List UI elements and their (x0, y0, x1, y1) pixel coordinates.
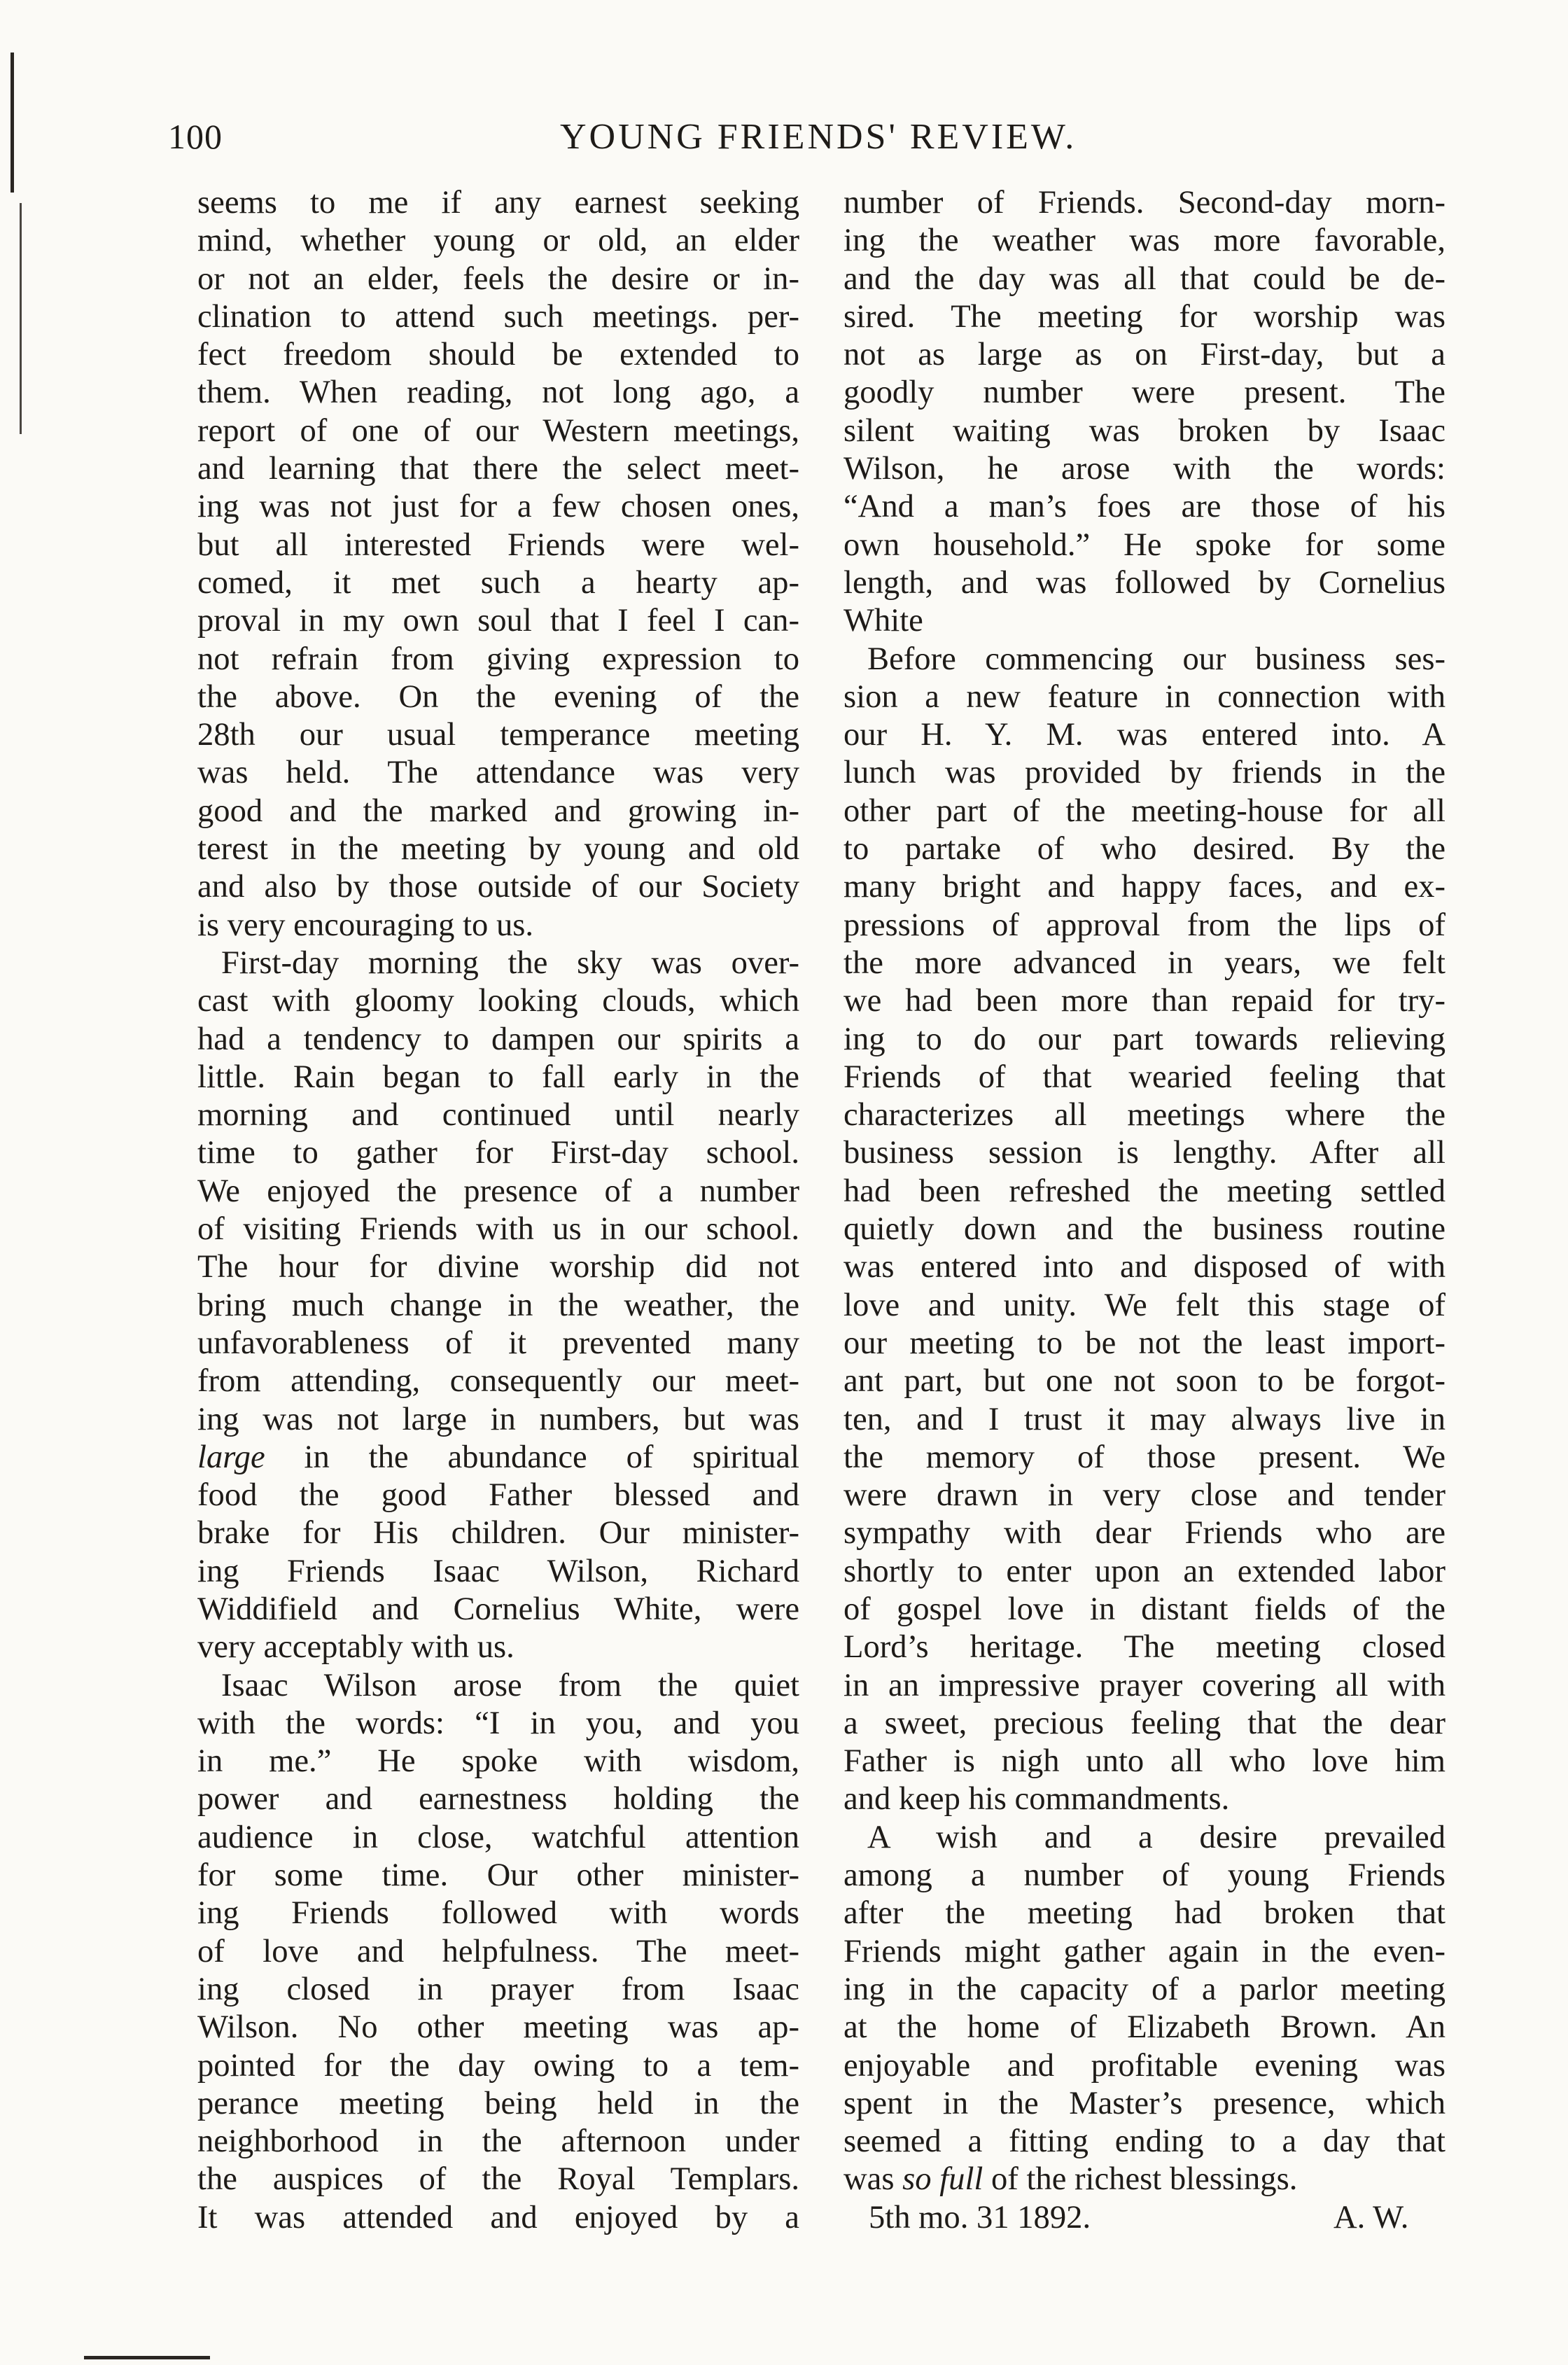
signoff-date: 5th mo. 31 1892. (869, 2198, 1091, 2235)
text-line: ing to do our part towards relieving (844, 1020, 1446, 1057)
right-column (844, 183, 1446, 2236)
text-line: First-day morning the sky was over- (221, 944, 799, 981)
text-line: mind, whether young or old, an elder (197, 222, 799, 259)
text-line: food the good Father blessed and (197, 1477, 799, 1514)
text-line: cast with gloomy looking clouds, which (197, 982, 799, 1019)
text-line: proval in my own soul that I feel I can- (197, 602, 799, 639)
text-line: pointed for the day owing to a tem- (197, 2046, 799, 2084)
text-line: our meeting to be not the least import- (844, 1324, 1446, 1361)
text-line: time to gather for First-day school. (197, 1134, 799, 1171)
text-line: little. Rain began to fall early in the (197, 1058, 799, 1095)
text-line: power and earnestness holding the (197, 1780, 799, 1818)
text-line: characterizes all meetings where the (844, 1096, 1446, 1133)
text-line: of gospel love in distant fields of the (844, 1590, 1446, 1627)
text-line: and also by those outside of our Society (197, 868, 799, 905)
text-line: the above. On the evening of the (197, 678, 799, 715)
text-line: 28th our usual temperance meeting (197, 716, 799, 753)
text-line: bring much change in the weather, the (197, 1286, 799, 1323)
text-line: had been refreshed the meeting settled (844, 1172, 1446, 1209)
text-line: report of one of our Western meetings, (197, 412, 799, 449)
text-line: ing was not large in numbers, but was (197, 1400, 799, 1437)
text-line: among a number of young Friends (844, 1857, 1446, 1894)
text-line: them. When reading, not long ago, a (197, 374, 799, 411)
text-line: neighborhood in the afternoon under (197, 2123, 799, 2160)
text-line: Widdifield and Cornelius White, were (197, 1590, 799, 1627)
text-line: comed, it met such a hearty ap- (197, 564, 799, 601)
text-line: and learning that there the select meet- (197, 450, 799, 487)
page-number: 100 (168, 117, 223, 156)
text-line: goodly number were present. The (844, 374, 1446, 411)
text-line: Isaac Wilson arose from the quiet (221, 1666, 799, 1703)
text-line: ten, and I trust it may always live in (844, 1400, 1446, 1437)
text-line: we had been more than repaid for try- (844, 982, 1446, 1019)
text-line: many bright and happy faces, and ex- (844, 868, 1446, 905)
emphasis: large (197, 1438, 265, 1475)
text-line: love and unity. We felt this stage of (844, 1286, 1446, 1323)
bottom-rule (84, 2356, 210, 2359)
text-line: our H. Y. M. was entered into. A (844, 716, 1446, 753)
text-line: in me.” He spoke with wisdom, (197, 1743, 799, 1780)
text-line: ing the weather was more favorable, (844, 222, 1446, 259)
text-line: and the day was all that could be de- (844, 260, 1446, 297)
signoff (844, 2198, 1446, 2236)
text-line: of visiting Friends with us in our school. (197, 1211, 799, 1248)
text-line: ing closed in prayer from Isaac (197, 1970, 799, 2007)
text-line: quietly down and the business routine (844, 1211, 1446, 1248)
text-line: was entered into and disposed of with (844, 1248, 1446, 1285)
text-line: seemed a fitting ending to a day that (844, 2123, 1446, 2160)
text-line: business session is lengthy. After all (844, 1134, 1446, 1171)
text-line: silent waiting was broken by Isaac (844, 412, 1446, 449)
text-line: unfavorableness of it prevented many (197, 1324, 799, 1361)
text-line: not as large as on First-day, but a (844, 336, 1446, 373)
text-line: Friends of that wearied feeling that (844, 1058, 1446, 1095)
running-title: YOUNG FRIENDS' REVIEW. (560, 117, 1077, 157)
text-line: perance meeting being held in the (197, 2084, 799, 2121)
text-line: “And a man’s foes are those of his (844, 488, 1446, 525)
text-line: own household.” He spoke for some (844, 526, 1446, 563)
text-line: had a tendency to dampen our spirits a (197, 1020, 799, 1057)
text-line: other part of the meeting-house for all (844, 792, 1446, 829)
text-line: shortly to enter upon an extended labor (844, 1552, 1446, 1589)
text-line: spent in the Master’s presence, which (844, 2084, 1446, 2121)
text-line: Friends might gather again in the even- (844, 1932, 1446, 1969)
text-line: sired. The meeting for worship was (844, 298, 1446, 335)
text-line: ing Friends Isaac Wilson, Richard (197, 1552, 799, 1589)
text-line: large in the abundance of spiritual (197, 1438, 799, 1475)
page-header (168, 116, 1449, 172)
text-line: length, and was followed by Cornelius (844, 564, 1446, 601)
text-line: to partake of who desired. By the (844, 830, 1446, 867)
text-line: after the meeting had broken that (844, 1895, 1446, 1932)
text-line: from attending, consequently our meet- (197, 1362, 799, 1400)
text-line: ing Friends followed with words (197, 1895, 799, 1932)
text-line: or not an elder, feels the desire or in- (197, 260, 799, 297)
margin-mark (10, 53, 14, 193)
text-line: morning and continued until nearly (197, 1096, 799, 1133)
text-line: a sweet, precious feeling that the dear (844, 1704, 1446, 1741)
text-line: sympathy with dear Friends who are (844, 1514, 1446, 1551)
text-line: good and the marked and growing in- (197, 792, 799, 829)
text-line: pressions of approval from the lips of (844, 906, 1446, 943)
text-line: the memory of those present. We (844, 1438, 1446, 1475)
text-line: number of Friends. Second-day morn- (844, 184, 1446, 221)
text-line: The hour for divine worship did not (197, 1248, 799, 1285)
text-line: We enjoyed the presence of a number (197, 1172, 799, 1209)
text-line: for some time. Our other minister- (197, 1857, 799, 1894)
text-line: were drawn in very close and tender (844, 1477, 1446, 1514)
text-line: of love and helpfulness. The meet- (197, 1932, 799, 1969)
text-line: is very encouraging to us. (197, 906, 534, 943)
text-line: at the home of Elizabeth Brown. An (844, 2009, 1446, 2046)
emphasis: so full (902, 2161, 983, 2198)
text-line: and keep his commandments. (844, 1780, 1230, 1818)
text-line: A wish and a desire prevailed (867, 1818, 1446, 1855)
text-line: fect freedom should be extended to (197, 336, 799, 373)
text-line: with the words: “I in you, and you (197, 1704, 799, 1741)
text-line: It was attended and enjoyed by a (197, 2198, 799, 2235)
margin-mark (20, 203, 22, 434)
text-line: the more advanced in years, we felt (844, 944, 1446, 981)
text-line: was held. The attendance was very (197, 754, 799, 791)
text-line: Lord’s heritage. The meeting closed (844, 1628, 1446, 1666)
text-line: Father is nigh unto all who love him (844, 1743, 1446, 1780)
text-line: Wilson, he arose with the words: (844, 450, 1446, 487)
text-line: ing in the capacity of a parlor meeting (844, 1970, 1446, 2007)
text-line: Before commencing our business ses- (867, 640, 1446, 677)
text-line: White (844, 602, 923, 639)
text-line: sion a new feature in connection with (844, 678, 1446, 715)
text-line: ing was not just for a few chosen ones, (197, 488, 799, 525)
text-line: but all interested Friends were wel- (197, 526, 799, 563)
text-line: audience in close, watchful attention (197, 1818, 799, 1855)
text-line: the auspices of the Royal Templars. (197, 2161, 799, 2198)
text-line: seems to me if any earnest seeking (197, 184, 799, 221)
text-line: brake for His children. Our minister- (197, 1514, 799, 1551)
text-line: ant part, but one not soon to be forgot- (844, 1362, 1446, 1400)
text-line: in an impressive prayer covering all with (844, 1666, 1446, 1703)
text-line: very acceptably with us. (197, 1628, 514, 1666)
text-line: Wilson. No other meeting was ap- (197, 2009, 799, 2046)
text-line: not refrain from giving expression to (197, 640, 799, 677)
text-line: clination to attend such meetings. per- (197, 298, 799, 335)
text-line: lunch was provided by friends in the (844, 754, 1446, 791)
signoff-initials: A. W. (1334, 2198, 1409, 2235)
left-column (197, 183, 799, 2236)
text-line: was so full of the richest blessings. (844, 2161, 1298, 2198)
text-line: enjoyable and profitable evening was (844, 2046, 1446, 2084)
text-line: terest in the meeting by young and old (197, 830, 799, 867)
